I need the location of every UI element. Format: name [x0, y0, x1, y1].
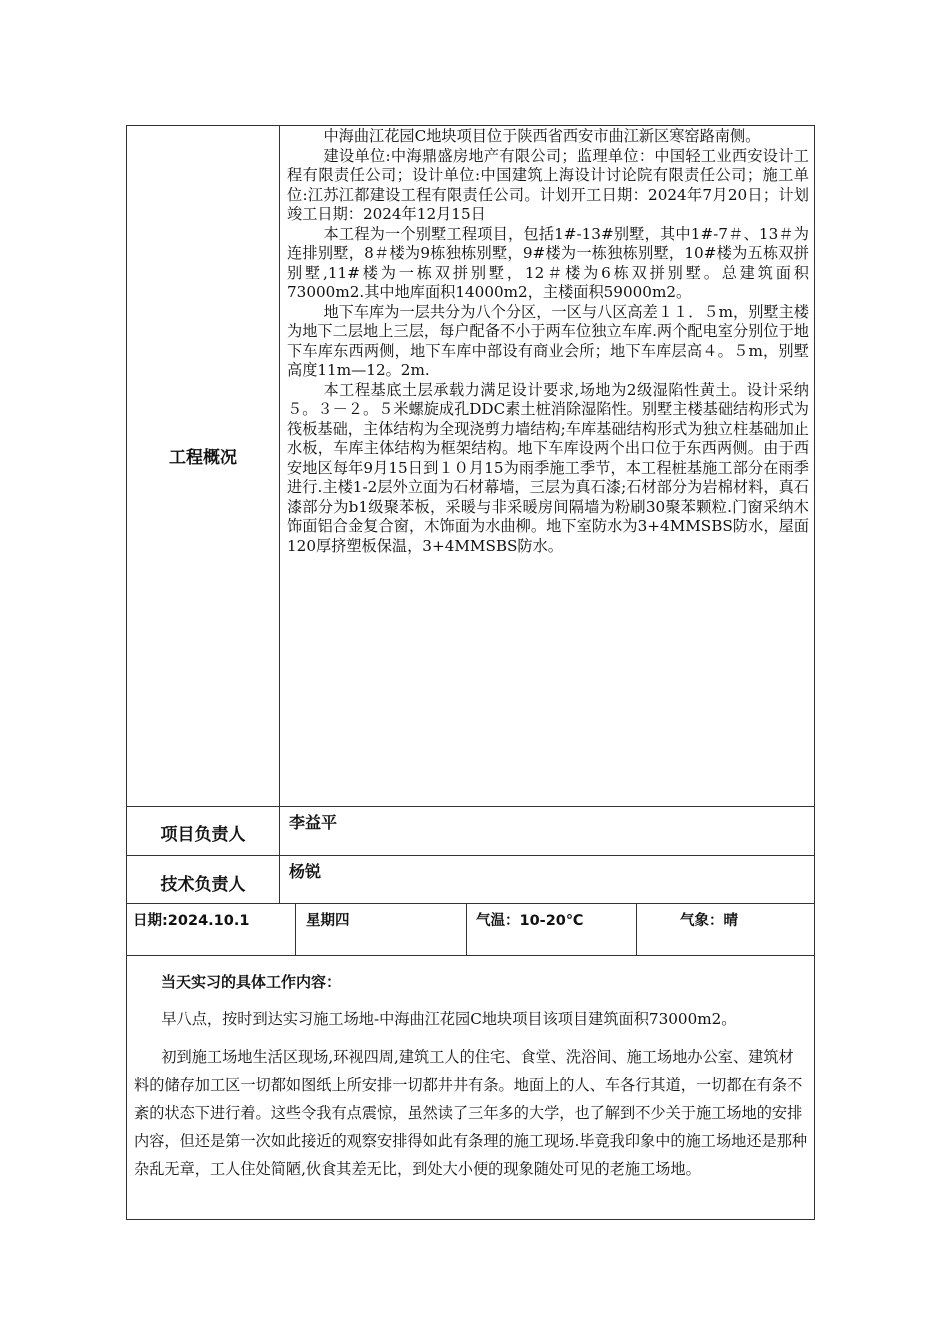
overview-label: 工程概况: [169, 448, 237, 468]
work-title: 当天实习的具体工作内容：: [161, 973, 342, 991]
row-divider-manager: [126, 855, 815, 856]
info-divider-3: [636, 903, 637, 955]
row-divider-info: [126, 955, 815, 956]
work-paragraph-1: [134, 1005, 808, 1033]
work-paragraph: 初到施工场地生活区现场,环视四周,建筑工人的住宅、食堂、洗浴间、施工场地办公室、建筑材料的储存加工区一切都如图纸上所安排一切都井井有条。地面上的人、车各行其道，一切都在有条不紊的状态下进行着。这些令我有点震惊，虽然读了三年多的大学，也了解到不少关于施工场地的安排内容，但还是第一次如此接近的观察安排得如此有条理的施工现场.毕竟我印象中的施工场地还是那种杂乱无章，工人住处简陋,伙食其差无比，到处大小便的现象随处可见的老施工场地。: [134, 1048, 808, 1178]
overview-paragraph: 地下车库为一层共分为八个分区，一区与八区高差１１．５m，别墅主楼为地下二层地上三层，每户配备不小于两车位独立车库.两个配电室分别位于地下车库东西两侧，地下车库中部设有商业会所；地下车库层高４。５m，别墅高度11m—12。2m.: [287, 302, 809, 379]
tech-manager-name: 杨锐: [289, 862, 322, 881]
project-manager-name: 李益平: [289, 813, 338, 832]
tech-manager-label: 技术负责人: [160, 875, 246, 895]
overview-paragraph: 本工程为一个别墅工程项目，包括1#-13#别墅，其中1#-7＃、13＃为连排别墅，8＃楼为9栋独栋别墅，9#楼为一栋独栋别墅，10#楼为五栋双拼别墅,11#楼为一栋双拼别墅，12＃楼为6栋双拼别墅。总建筑面积73000m2.其中地库面积14000m2，主楼面积59000m2。: [287, 224, 809, 301]
overview-paragraph: 建设单位:中海鼎盛房地产有限公司；监理单位：中国轻工业西安设计工程有限责任公司；设计单位:中国建筑上海设计讨论院有限责任公司；施工单位:江苏江都建设工程有限责任公司。计划开工日期：2024年7月20日；计划竣工日期：2024年12月15日: [287, 146, 809, 223]
row-divider-overview: [126, 806, 815, 807]
overview-paragraph: 中海曲江花园C地块项目位于陕西省西安市曲江新区寒窑路南侧。: [323, 127, 761, 145]
label-column-divider: [279, 125, 280, 903]
date-field: 日期:2024.10.1: [133, 913, 250, 929]
overview-text: [287, 127, 809, 556]
info-divider-2: [466, 903, 467, 955]
weekday-field: 星期四: [306, 913, 350, 929]
info-divider-1: [295, 903, 296, 955]
work-paragraph-2: [134, 1043, 808, 1183]
work-paragraph: 早八点，按时到达实习施工场地-中海曲江花园C地块项目该项目建筑面积73000m2。: [161, 1010, 737, 1028]
overview-paragraph: 本工程基底土层承载力满足设计要求,场地为2级湿陷性黄土。设计采纳５。３－２。５米螺旋成孔DDC素土桩消除湿陷性。别墅主楼基础结构形式为筏板基础，主体结构为全现浇剪力墙结构;车库基础结构形式为独立柱基础加止水板，车库主体结构为框架结构。地下车库设两个出口位于东西两侧。由于西安地区每年9月15日到１０月15为雨季施工季节，本工程桩基施工部分在雨季进行.主楼1-2层外立面为石材幕墙，三层为真石漆;石材部分为岩棉材料，真石漆部分为b1级聚苯板，采暖与非采暖房间隔墙为粉刷30聚苯颗粒.门窗采纳木饰面铝合金复合窗，木饰面为水曲柳。地下室防水为3+4MMSBS防水，屋面120厚挤塑板保温，3+4MMSBS防水。: [287, 380, 809, 555]
row-divider-tech: [126, 903, 815, 904]
project-manager-label: 项目负责人: [160, 825, 246, 845]
weather-field: 气象：晴: [680, 913, 738, 929]
temperature-field: 气温：10-20℃: [476, 913, 584, 929]
